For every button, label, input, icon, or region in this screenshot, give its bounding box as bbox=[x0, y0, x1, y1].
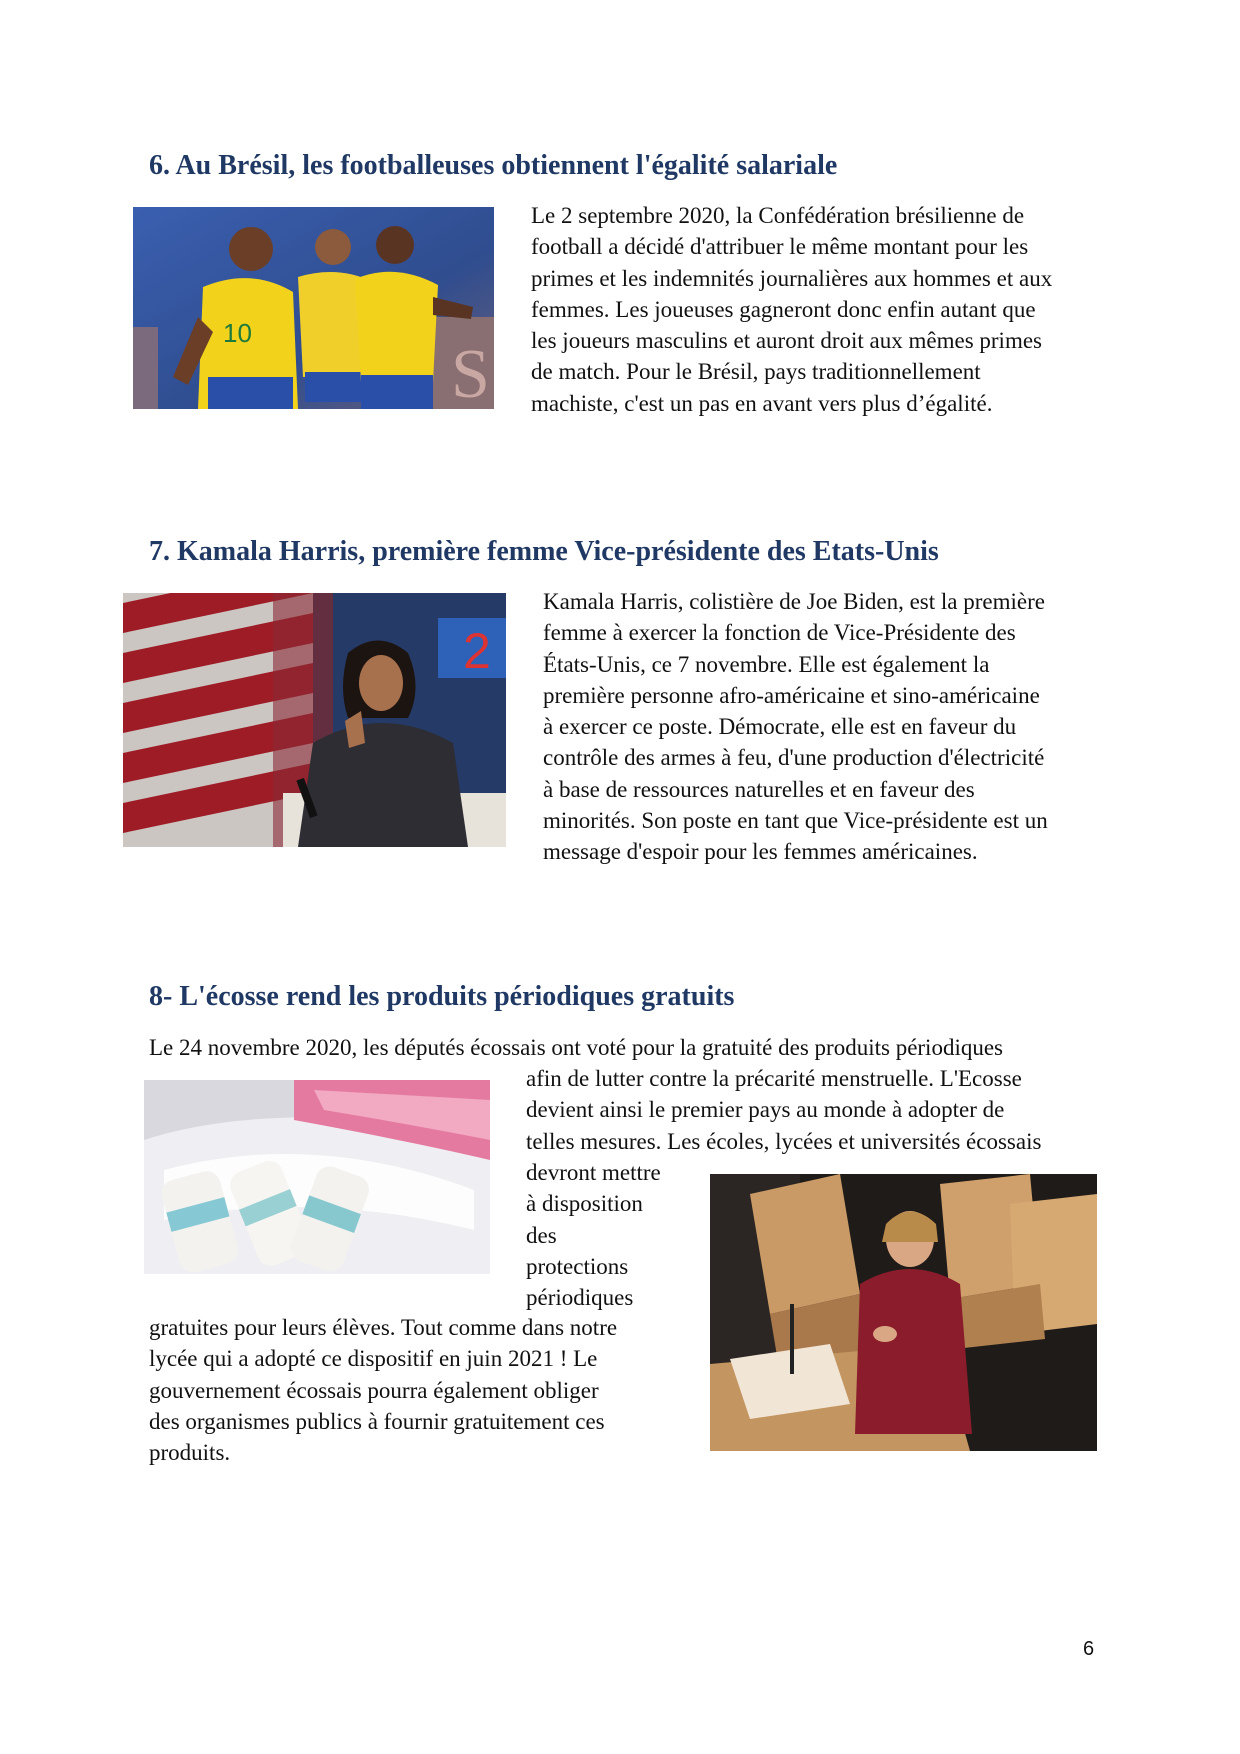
page-number: 6 bbox=[1083, 1638, 1095, 1660]
section-6-heading: 6. Au Brésil, les footballeuses obtiennent l'égalité salariale bbox=[149, 150, 838, 181]
section-8-intro-line: Le 24 novembre 2020, les députés écossais ont voté pour la gratuité des produits périodiques bbox=[149, 1035, 1003, 1060]
svg-text:2: 2 bbox=[463, 623, 491, 679]
section-8-narrow-line: des bbox=[526, 1222, 557, 1248]
section-8-bottom-line: gouvernement écossais pourra également obliger bbox=[149, 1377, 599, 1403]
scottish-parliament-photo bbox=[710, 1174, 1097, 1451]
section-6-line: les joueurs masculins et auront droit aux mêmes primes bbox=[531, 328, 1042, 354]
section-8-middle-line: afin de lutter contre la précarité menstruelle. L'Ecosse bbox=[526, 1066, 1022, 1091]
section-7-line: première personne afro-américaine et sino-américaine bbox=[543, 682, 1040, 708]
section-6-line: femmes. Les joueuses gagneront donc enfin autant que bbox=[531, 296, 1036, 322]
section-7-line: à base de ressources naturelles et en faveur des bbox=[543, 776, 975, 802]
section-8-bottom-line: des organismes publics à fournir gratuitement ces bbox=[149, 1408, 605, 1434]
section-8-bottom-line: gratuites pour leurs élèves. Tout comme dans notre bbox=[149, 1315, 618, 1340]
periodic-products-photo bbox=[144, 1080, 490, 1274]
kamala-harris-photo bbox=[123, 593, 506, 847]
football-players-photo bbox=[133, 207, 494, 409]
section-8-narrow-line: devront mettre bbox=[526, 1160, 661, 1185]
section-6-line: machiste, c'est un pas en avant vers plus d’égalité. bbox=[531, 390, 993, 416]
section-6-line: Le 2 septembre 2020, la Confédération brésilienne de bbox=[531, 203, 1025, 228]
section-8-narrow-line: à disposition bbox=[526, 1191, 643, 1217]
section-8-middle bbox=[526, 1063, 1041, 1157]
section-8-bottom bbox=[149, 1312, 617, 1468]
svg-text:10: 10 bbox=[223, 318, 252, 348]
section-7-line: minorités. Son poste en tant que Vice-présidente est un bbox=[543, 808, 1048, 834]
section-7-body bbox=[543, 586, 1048, 868]
section-8-middle-line: devient ainsi le premier pays au monde à adopter de bbox=[526, 1097, 1005, 1123]
section-6-line: football a décidé d'attribuer le même montant pour les bbox=[531, 234, 1029, 260]
section-8-heading: 8- L'écosse rend les produits périodiques gratuits bbox=[149, 981, 735, 1012]
section-7-line: Kamala Harris, colistière de Joe Biden, est la première bbox=[543, 589, 1045, 614]
section-8-bottom-line: lycée qui a adopté ce dispositif en juin 2021 ! Le bbox=[149, 1346, 598, 1372]
section-7-line: message d'espoir pour les femmes américaines. bbox=[543, 839, 978, 865]
section-8-narrow-line: périodiques bbox=[526, 1285, 634, 1311]
section-7-line: contrôle des armes à feu, d'une production d'électricité bbox=[543, 745, 1045, 771]
section-7-line: à exercer ce poste. Démocrate, elle est en faveur du bbox=[543, 714, 1017, 740]
section-8-narrow-line: protections bbox=[526, 1253, 629, 1279]
section-8-bottom-line: produits. bbox=[149, 1440, 231, 1466]
section-6-line: de match. Pour le Brésil, pays traditionnellement bbox=[531, 359, 981, 385]
section-6-line: primes et les indemnités journalières aux hommes et aux bbox=[531, 265, 1053, 291]
section-6-body bbox=[531, 200, 1052, 419]
section-7-line: États-Unis, ce 7 novembre. Elle est également la bbox=[543, 651, 990, 677]
section-7-line: femme à exercer la fonction de Vice-Présidente des bbox=[543, 620, 1016, 646]
section-8-middle-line: telles mesures. Les écoles, lycées et universités écossais bbox=[526, 1128, 1042, 1154]
section-7-heading: 7. Kamala Harris, première femme Vice-présidente des Etats-Unis bbox=[149, 536, 939, 567]
section-8-narrow bbox=[526, 1157, 661, 1313]
section-8-intro bbox=[149, 1032, 1003, 1063]
svg-text:S: S bbox=[451, 336, 490, 409]
